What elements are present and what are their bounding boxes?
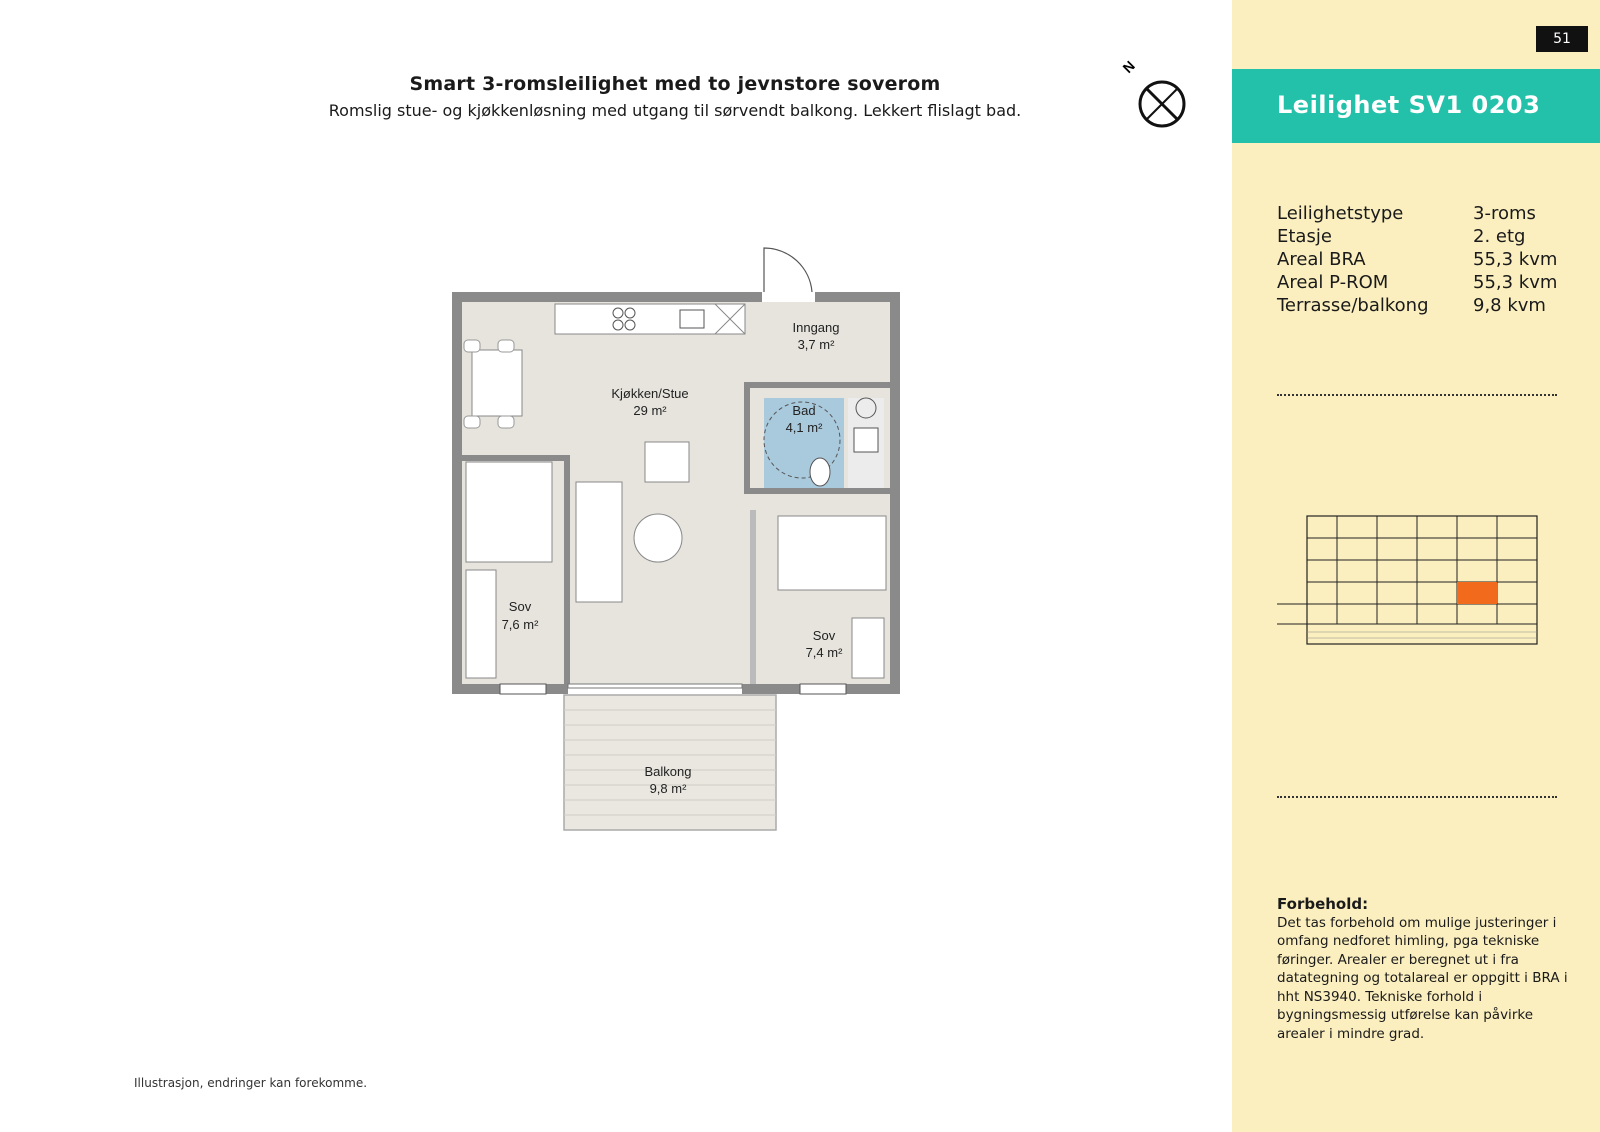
info-sidebar (1232, 0, 1600, 1132)
spec-row (1277, 294, 1577, 317)
footnote: Illustrasjon, endringer kan forekomme. (134, 1076, 368, 1090)
compass-north-label: N (1119, 57, 1138, 77)
room-name-bedroom-2: Sov (812, 628, 836, 643)
page-title: Smart 3-romsleilighet med to jevnstore soverom (409, 73, 941, 95)
spec-value: 55,3 kvm (1473, 272, 1558, 293)
spec-row (1277, 248, 1577, 271)
room-name-bath: Bad (792, 403, 816, 418)
room-name-bedroom-1: Sov (508, 599, 532, 614)
spec-row (1277, 202, 1577, 225)
room-name-entrance: Inngang (792, 320, 840, 335)
disclaimer (1277, 895, 1577, 1043)
spec-value: 3-roms (1473, 203, 1536, 224)
room-area-entrance: 3,7 m² (797, 337, 835, 352)
room-area-bath: 4,1 m² (785, 420, 823, 435)
building-section-diagram (1277, 508, 1552, 653)
disclaimer-text: Det tas forbehold om mulige justeringer i omfang nedforet himling, pga tekniske føringer. Arealer er beregnet ut i fra datategning og totalareal er oppgitt i BRA i hht NS3940. Tekniske forhold i bygningsmessig utførelse kan påvirke arealer i mindre grad. (1277, 914, 1568, 1042)
apartment-title: Leilighet SV1 0203 (1277, 91, 1541, 119)
spec-label: Areal P-ROM (1277, 272, 1389, 293)
spec-value: 9,8 kvm (1473, 295, 1546, 316)
spec-row (1277, 225, 1577, 248)
room-name-balcony: Balkong (644, 764, 692, 779)
highlighted-unit (1457, 582, 1497, 604)
spec-value: 55,3 kvm (1473, 249, 1558, 270)
spec-row (1277, 271, 1577, 294)
spec-value: 2. etg (1473, 226, 1526, 247)
disclaimer-title: Forbehold: (1277, 895, 1369, 913)
compass-icon (1119, 52, 1192, 132)
balcony-area (564, 695, 776, 830)
room-area-kitchen: 29 m² (633, 403, 667, 418)
spec-label: Etasje (1277, 226, 1332, 247)
page-subtitle: Romslig stue- og kjøkkenløsning med utgang til sørvendt balkong. Lekkert flislagt bad. (328, 101, 1022, 120)
spec-list (1277, 202, 1577, 317)
room-area-bedroom-1: 7,6 m² (501, 617, 539, 632)
page-number: 51 (1536, 26, 1588, 52)
spec-label: Areal BRA (1277, 249, 1366, 270)
divider (1277, 394, 1557, 396)
spec-label: Leilighetstype (1277, 203, 1404, 224)
divider (1277, 796, 1557, 798)
room-area-bedroom-2: 7,4 m² (805, 645, 843, 660)
floor-plan (450, 240, 910, 850)
apartment-banner (1232, 69, 1600, 143)
room-name-kitchen: Kjøkken/Stue (611, 386, 689, 401)
spec-label: Terrasse/balkong (1277, 295, 1429, 316)
room-area-balcony: 9,8 m² (649, 781, 687, 796)
